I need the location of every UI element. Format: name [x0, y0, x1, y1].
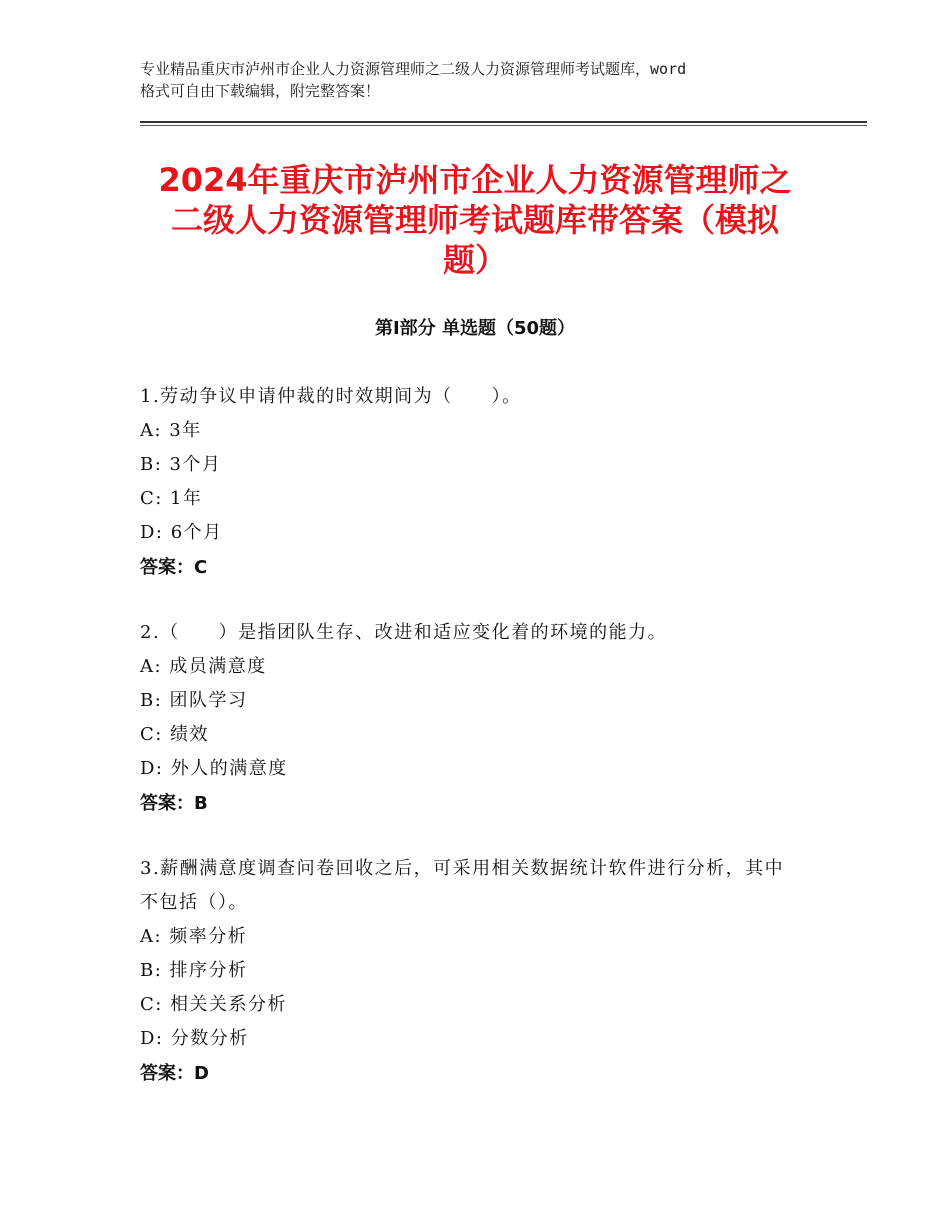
option-b: B: 3个月	[140, 454, 222, 475]
section-title: 第Ⅰ部分 单选题（50题）	[374, 318, 575, 339]
header-divider-thin	[140, 125, 867, 126]
option-a: A: 3年	[140, 420, 202, 441]
document-header	[140, 58, 820, 102]
option-a: A: 频率分析	[140, 926, 248, 947]
option-b: B: 团队学习	[140, 690, 248, 711]
header-line-1: 专业精品重庆市泸州市企业人力资源管理师之二级人力资源管理师考试题库，word	[140, 60, 687, 78]
option-c: C: 相关关系分析	[140, 994, 288, 1015]
answer: 答案：D	[140, 1063, 209, 1084]
question-list	[140, 380, 800, 1122]
option-b: B: 排序分析	[140, 960, 248, 981]
question-2	[140, 616, 800, 822]
option-a: A: 成员满意度	[140, 656, 267, 677]
option-c: C: 1年	[140, 488, 203, 509]
header-divider-thick	[140, 121, 867, 123]
question-text: 3.薪酬满意度调查问卷回收之后，可采用相关数据统计软件进行分析，其中不包括（）。	[140, 858, 785, 913]
question-3	[140, 852, 800, 1092]
header-line-2: 格式可自由下载编辑，附完整答案！	[140, 82, 381, 100]
option-d: D: 外人的满意度	[140, 758, 288, 779]
answer: 答案：C	[140, 557, 208, 578]
option-c: C: 绩效	[140, 724, 210, 745]
option-d: D: 分数分析	[140, 1028, 249, 1049]
question-text: 1.劳动争议申请仲裁的时效期间为（ ）。	[140, 386, 522, 407]
option-d: D: 6个月	[140, 522, 223, 543]
title-line-2: 二级人力资源管理师考试题库带答案（模拟	[170, 201, 779, 239]
title-line-3: 题）	[442, 241, 507, 279]
answer: 答案：B	[140, 793, 208, 814]
title-line-1: 2024年重庆市泸州市企业人力资源管理师之	[158, 161, 792, 199]
question-text: 2.（ ）是指团队生存、改进和适应变化着的环境的能力。	[140, 622, 668, 643]
question-1	[140, 380, 800, 586]
document-title	[120, 160, 830, 280]
